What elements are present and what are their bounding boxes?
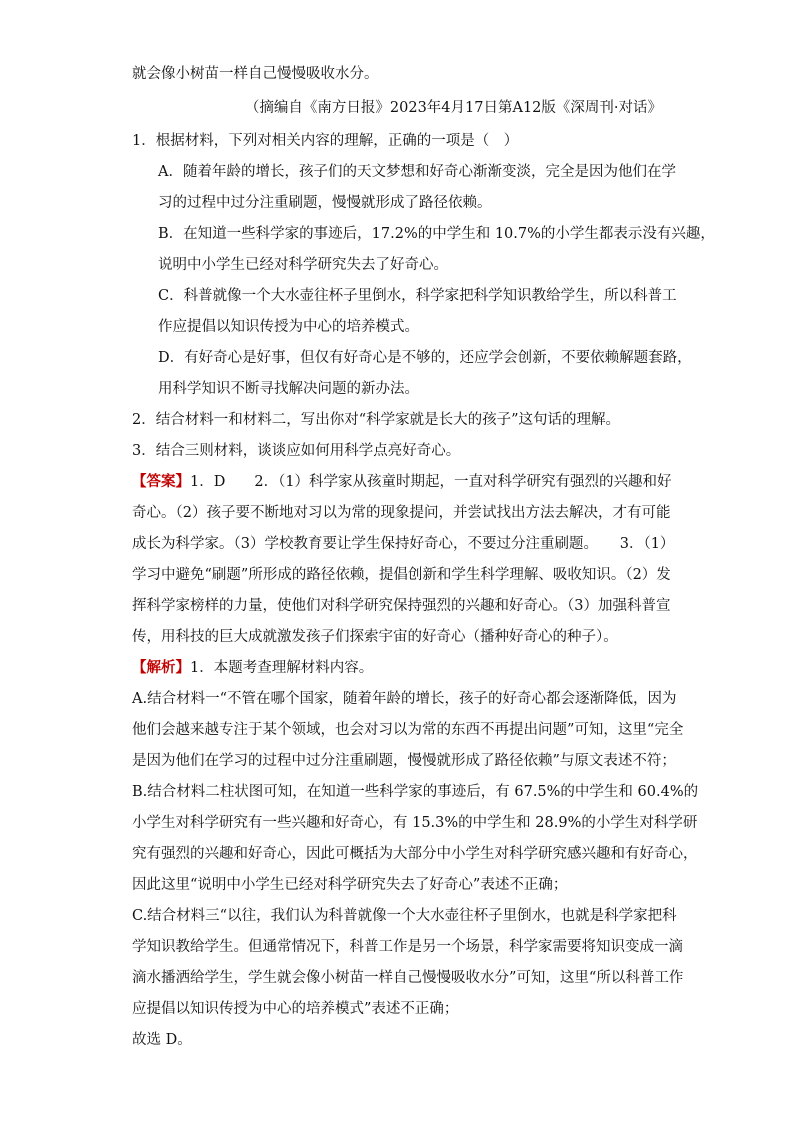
- option-a-cont: 习的过程中过分注重刷题，慢慢就形成了路径依赖。: [158, 195, 492, 211]
- answer-text: 1．D 2．（1）科学家从孩童时期起，一直对科学研究有强烈的兴趣和好: [190, 474, 672, 490]
- option-b: B．在知道一些科学家的事迹后，17.2%的中学生和 10.7%的小学生都表示没有兴趣，: [158, 226, 715, 242]
- text-line: 因此这里“说明中小学生已经对科学研究失去了好奇心”表述不正确；: [132, 877, 568, 893]
- option-a: A．随着年龄的增长，孩子们的天文梦想和好奇心渐渐变淡，完全是因为他们在学: [158, 164, 676, 180]
- option-d-cont: 用科学知识不断寻找解决问题的新办法。: [158, 381, 419, 397]
- text-line: 传，用科技的巨大成就激发孩子们探索宇宙的好奇心（播种好奇心的种子）。: [132, 629, 618, 645]
- text-line: 他们会越来越专注于某个领域，也会对习以为常的东西不再提出问题”可知，这里“完全: [132, 722, 684, 738]
- analysis-text: 1．本题考查理解材料内容。: [190, 660, 374, 676]
- text-line: 学习中避免“刷题”所形成的路径依赖，提倡创新和学生科学理解、吸收知识。（2）发: [132, 567, 671, 583]
- source-citation: （摘编自《南方日报》2023年4月17日第A12版《深周刊·对话》: [244, 100, 662, 116]
- answer-line: [132, 472, 672, 492]
- option-d: D．有好奇心是好事，但仅有好奇心是不够的，还应学会创新，不要依赖解题套路，: [158, 350, 692, 366]
- text-line: B.结合材料二柱状图可知，在知道一些科学家的事迹后，有 67.5%的中学生和 60.4%的: [132, 784, 699, 800]
- question-1: 1．根据材料，下列对相关内容的理解，正确的一项是（ ）: [132, 133, 519, 149]
- question-2: 2．结合材料一和材料二，写出你对“科学家就是长大的孩子”这句话的理解。: [132, 412, 621, 428]
- text-line: 学知识教给学生。但通常情况下，科普工作是另一个场景，科学家需要将知识变成一滴: [132, 939, 683, 955]
- text-line: C.结合材料三“以往，我们认为科普就像一个大水壶往杯子里倒水，也就是科学家把科: [132, 908, 677, 924]
- analysis-label: 【解析】: [132, 659, 190, 676]
- text-line: 应提倡以知识传授为中心的培养模式”表述不正确；: [132, 1001, 459, 1017]
- question-3: 3．结合三则材料，谈谈应如何用科学点亮好奇心。: [132, 443, 461, 459]
- text-line: 挥科学家榜样的力量，使他们对科学研究保持强烈的兴趣和好奇心。（3）加强科普宣: [132, 598, 671, 614]
- text-line: 就会像小树苗一样自己慢慢吸收水分。: [132, 66, 379, 82]
- option-b-cont: 说明中小学生已经对科学研究失去了好奇心。: [158, 257, 448, 273]
- text-line: 是因为他们在学习的过程中过分注重刷题，慢慢就形成了路径依赖”与原文表述不符；: [132, 753, 676, 769]
- answer-label: 【答案】: [132, 473, 190, 490]
- text-line: 究有强烈的兴趣和好奇心，因此可概括为大部分中小学生对科学研究感兴趣和有好奇心，: [132, 846, 698, 862]
- text-line: A.结合材料一“不管在哪个国家，随着年龄的增长，孩子的好奇心都会逐渐降低，因为: [132, 691, 677, 707]
- text-line: 奇心。（2）孩子要不断地对习以为常的现象提问，并尝试找出方法去解决，才有可能: [132, 505, 671, 521]
- text-line: 故选 D。: [132, 1032, 192, 1048]
- text-line: 滴水播洒给学生，学生就会像小树苗一样自己慢慢吸收水分”可知，这里“所以科普工作: [132, 970, 684, 986]
- analysis-line: [132, 658, 373, 678]
- text-line: 小学生对科学研究有一些兴趣和好奇心，有 15.3%的中学生和 28.9%的小学生对科学研: [132, 815, 698, 831]
- option-c: C．科普就像一个大水壶往杯子里倒水，科学家把科学知识教给学生，所以科普工: [158, 288, 677, 304]
- option-c-cont: 作应提倡以知识传授为中心的培养模式。: [158, 319, 419, 335]
- text-line: 成长为科学家。（3）学校教育要让学生保持好奇心，不要过分注重刷题。 3．（1）: [132, 536, 675, 552]
